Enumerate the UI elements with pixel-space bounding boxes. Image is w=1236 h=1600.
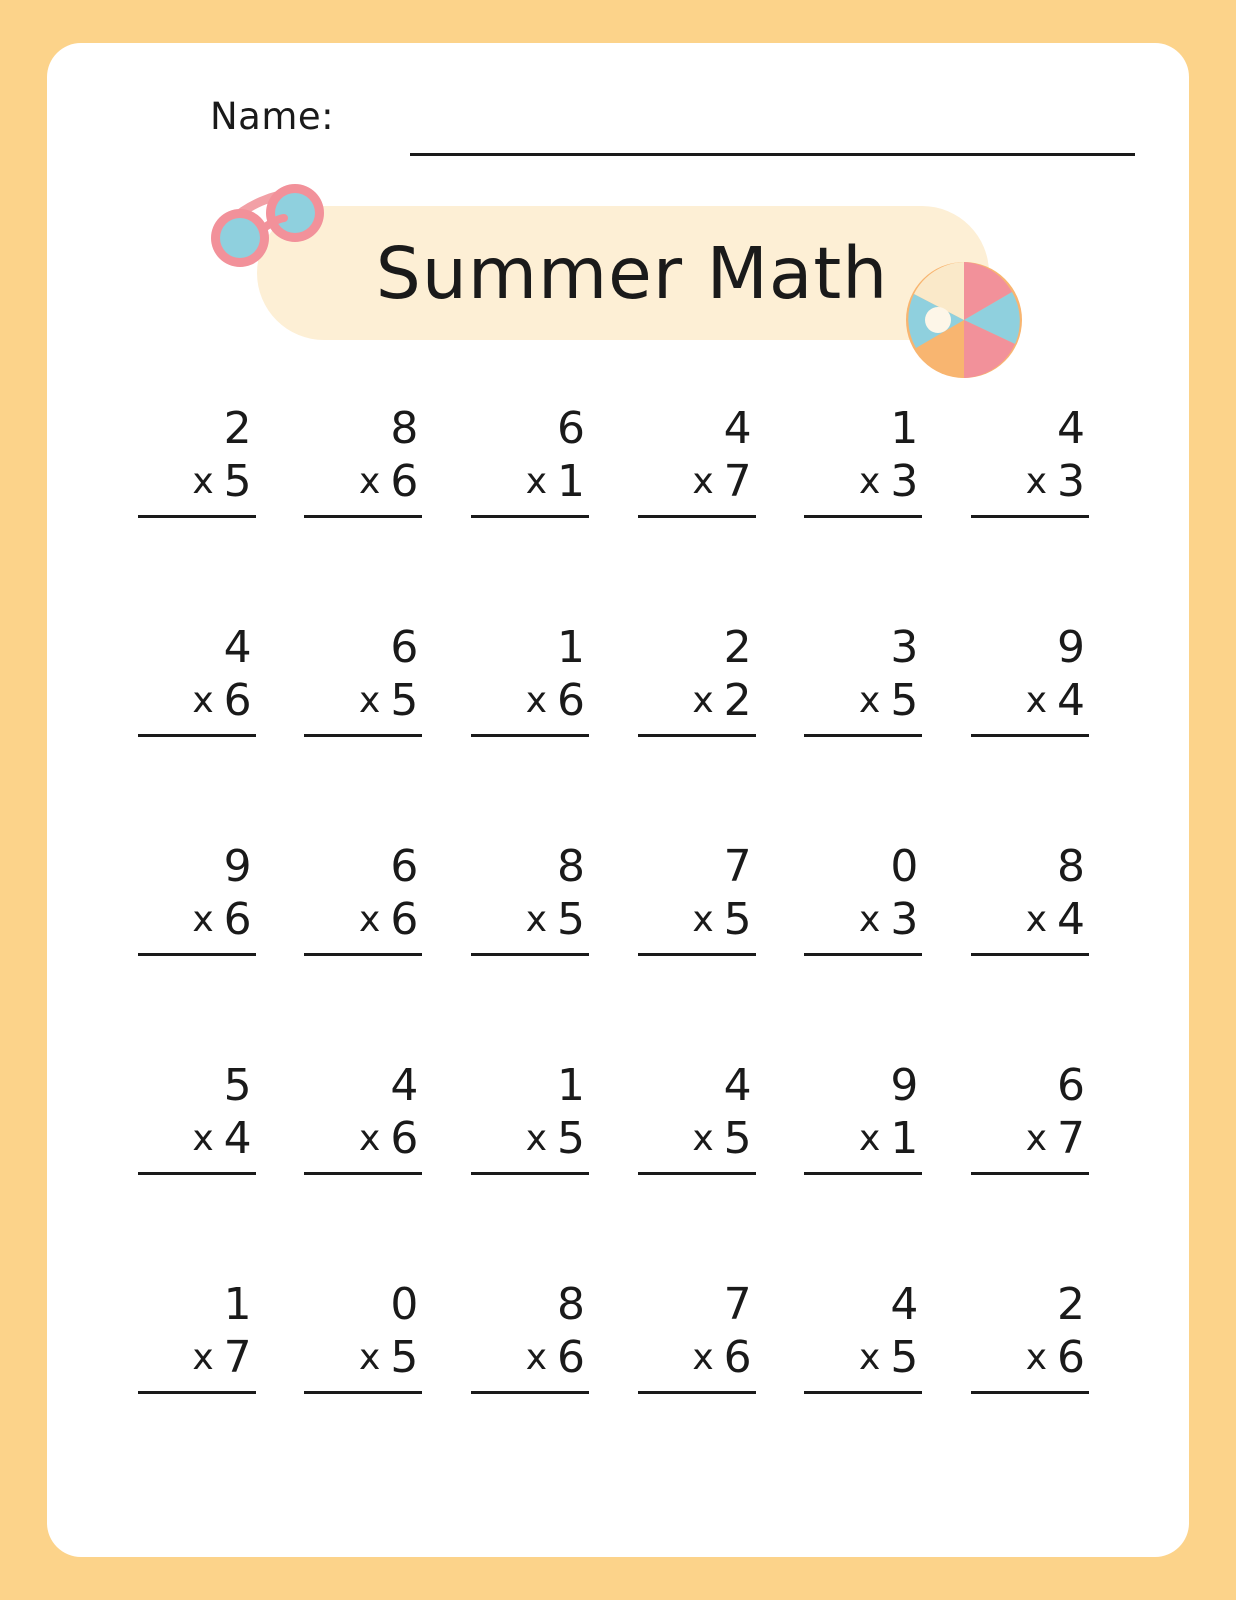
problem-bottom-number: 7	[723, 456, 752, 507]
problem-top-number: 2	[223, 403, 252, 454]
problem-bottom-number: 3	[890, 894, 919, 945]
problem-bottom-number: 6	[557, 675, 585, 726]
problem-bottom-row	[971, 455, 1089, 509]
answer-rule	[804, 1391, 922, 1394]
answer-rule	[971, 953, 1089, 956]
answer-rule	[304, 734, 422, 737]
operator-symbol: x	[692, 1337, 714, 1378]
beach-ball-icon	[902, 258, 1027, 383]
problem-bottom-number: 5	[223, 456, 252, 507]
operator-symbol: x	[859, 899, 881, 940]
problem-bottom-row	[971, 893, 1089, 947]
answer-rule	[471, 1172, 589, 1175]
problem	[471, 403, 589, 518]
problem-bottom-row	[971, 1112, 1089, 1166]
operator-symbol: x	[1025, 899, 1047, 940]
answer-rule	[138, 734, 256, 737]
answer-rule	[138, 1172, 256, 1175]
operator-symbol: x	[1025, 1118, 1047, 1159]
problem-bottom-row	[804, 1112, 922, 1166]
problem	[304, 1060, 422, 1175]
problem-top-number: 6	[557, 403, 585, 454]
problem-cell	[119, 1249, 286, 1468]
answer-rule	[971, 1172, 1089, 1175]
problem-bottom-row	[471, 1331, 589, 1385]
problem-bottom-row	[138, 1112, 256, 1166]
problem-cell	[452, 592, 619, 811]
operator-symbol: x	[359, 1118, 381, 1159]
problem-cell	[952, 1249, 1119, 1468]
operator-symbol: x	[525, 1118, 547, 1159]
problem	[638, 622, 756, 737]
problem-cell	[286, 1030, 453, 1249]
problem	[804, 403, 922, 518]
operator-symbol: x	[692, 1118, 714, 1159]
problem-bottom-number: 3	[890, 456, 919, 507]
problem	[138, 1279, 256, 1394]
problem-bottom-row	[804, 455, 922, 509]
problem-bottom-row	[138, 893, 256, 947]
operator-symbol: x	[192, 680, 214, 721]
answer-rule	[804, 1172, 922, 1175]
problem-top-number: 6	[390, 622, 419, 673]
problem-cell	[286, 1249, 453, 1468]
problem-bottom-row	[304, 674, 422, 728]
problem-top-number: 6	[1057, 1060, 1085, 1111]
problem-cell	[619, 373, 786, 592]
page-title: Summer Math	[375, 231, 889, 315]
problem-bottom-row	[304, 1112, 422, 1166]
problem-top-number: 5	[223, 1060, 252, 1111]
problem	[304, 622, 422, 737]
problem-cell	[452, 811, 619, 1030]
operator-symbol: x	[1025, 680, 1047, 721]
problem-bottom-number: 6	[390, 894, 419, 945]
problem-bottom-number: 6	[557, 1332, 585, 1383]
answer-rule	[638, 734, 756, 737]
problem-top-number: 1	[223, 1279, 252, 1330]
answer-rule	[971, 515, 1089, 518]
problem-cell	[952, 592, 1119, 811]
problem-cell	[952, 373, 1119, 592]
answer-rule	[304, 1172, 422, 1175]
problem-bottom-number: 3	[1057, 456, 1085, 507]
problem	[471, 622, 589, 737]
problem	[971, 403, 1089, 518]
problem-bottom-number: 2	[723, 675, 752, 726]
operator-symbol: x	[359, 1337, 381, 1378]
problem-top-number: 0	[390, 1279, 419, 1330]
title-banner	[257, 206, 989, 340]
problem	[304, 841, 422, 956]
answer-rule	[471, 515, 589, 518]
problem-cell	[119, 373, 286, 592]
problem-bottom-row	[471, 1112, 589, 1166]
operator-symbol: x	[859, 680, 881, 721]
problem-top-number: 3	[890, 622, 919, 673]
problem-cell	[286, 811, 453, 1030]
problem-top-number: 9	[890, 1060, 919, 1111]
problem-bottom-row	[971, 1331, 1089, 1385]
sunglasses-icon	[202, 178, 332, 288]
operator-symbol: x	[192, 1118, 214, 1159]
problem-top-number: 4	[390, 1060, 419, 1111]
operator-symbol: x	[359, 899, 381, 940]
problem	[138, 1060, 256, 1175]
problem-top-number: 2	[723, 622, 752, 673]
problem-bottom-row	[138, 674, 256, 728]
problem-cell	[786, 592, 953, 811]
problem-bottom-row	[471, 674, 589, 728]
problem-top-number: 1	[557, 622, 585, 673]
problem-bottom-number: 6	[723, 1332, 752, 1383]
operator-symbol: x	[525, 899, 547, 940]
problem-cell	[952, 1030, 1119, 1249]
operator-symbol: x	[192, 899, 214, 940]
problem-bottom-row	[638, 455, 756, 509]
problem-bottom-row	[804, 893, 922, 947]
operator-symbol: x	[859, 461, 881, 502]
problem	[304, 403, 422, 518]
problem	[638, 1060, 756, 1175]
answer-rule	[471, 734, 589, 737]
problem-cell	[119, 811, 286, 1030]
problem-bottom-row	[138, 455, 256, 509]
problem-cell	[119, 1030, 286, 1249]
answer-rule	[804, 734, 922, 737]
answer-rule	[471, 1391, 589, 1394]
problem	[138, 841, 256, 956]
problem-bottom-number: 5	[557, 894, 585, 945]
problem-bottom-row	[638, 1331, 756, 1385]
operator-symbol: x	[692, 461, 714, 502]
problem-bottom-number: 5	[390, 1332, 419, 1383]
problem-top-number: 4	[723, 1060, 752, 1111]
answer-rule	[804, 515, 922, 518]
problem-cell	[786, 811, 953, 1030]
answer-rule	[138, 515, 256, 518]
problem-bottom-number: 5	[890, 675, 919, 726]
problem-bottom-number: 5	[723, 894, 752, 945]
problem-top-number: 9	[1057, 622, 1085, 673]
problem-top-number: 4	[1057, 403, 1085, 454]
problem-cell	[619, 592, 786, 811]
problem-top-number: 9	[223, 841, 252, 892]
problem-bottom-row	[804, 1331, 922, 1385]
problem-bottom-number: 6	[1057, 1332, 1085, 1383]
operator-symbol: x	[192, 461, 214, 502]
answer-rule	[471, 953, 589, 956]
problem	[471, 1279, 589, 1394]
problem-bottom-number: 6	[390, 456, 419, 507]
problem-bottom-number: 1	[890, 1113, 919, 1164]
problem-grid	[119, 373, 1119, 1468]
answer-rule	[638, 1391, 756, 1394]
problem-cell	[286, 373, 453, 592]
problem-cell	[786, 1030, 953, 1249]
name-write-line[interactable]	[410, 153, 1135, 156]
problem-bottom-row	[471, 455, 589, 509]
problem-bottom-number: 5	[723, 1113, 752, 1164]
problem-top-number: 1	[890, 403, 919, 454]
problem-top-number: 1	[557, 1060, 585, 1111]
problem-bottom-number: 4	[1057, 675, 1085, 726]
problem-bottom-number: 4	[223, 1113, 252, 1164]
problem-bottom-number: 7	[223, 1332, 252, 1383]
problem-bottom-number: 6	[390, 1113, 419, 1164]
problem-top-number: 4	[723, 403, 752, 454]
problem	[804, 1060, 922, 1175]
answer-rule	[638, 515, 756, 518]
problem-bottom-row	[638, 674, 756, 728]
problem-bottom-row	[638, 893, 756, 947]
problem-bottom-row	[138, 1331, 256, 1385]
problem-cell	[619, 1030, 786, 1249]
problem-cell	[619, 1249, 786, 1468]
problem-bottom-number: 6	[223, 894, 252, 945]
operator-symbol: x	[692, 680, 714, 721]
problem	[638, 1279, 756, 1394]
problem-top-number: 4	[223, 622, 252, 673]
problem-bottom-number: 5	[390, 675, 419, 726]
problem-cell	[286, 592, 453, 811]
problem	[971, 1279, 1089, 1394]
problem-bottom-number: 4	[1057, 894, 1085, 945]
name-field-row	[165, 95, 1115, 165]
answer-rule	[638, 953, 756, 956]
problem	[971, 841, 1089, 956]
problem-cell	[452, 1249, 619, 1468]
problem-bottom-number: 7	[1057, 1113, 1085, 1164]
problem-bottom-row	[804, 674, 922, 728]
problem	[471, 1060, 589, 1175]
problem-cell	[452, 373, 619, 592]
problem-cell	[619, 811, 786, 1030]
answer-rule	[638, 1172, 756, 1175]
problem-bottom-row	[304, 893, 422, 947]
problem	[804, 841, 922, 956]
operator-symbol: x	[359, 461, 381, 502]
worksheet-sheet	[47, 43, 1189, 1557]
problem	[638, 841, 756, 956]
problem	[971, 622, 1089, 737]
problem-bottom-number: 5	[890, 1332, 919, 1383]
operator-symbol: x	[525, 1337, 547, 1378]
problem-top-number: 8	[557, 841, 585, 892]
answer-rule	[138, 1391, 256, 1394]
answer-rule	[304, 953, 422, 956]
operator-symbol: x	[525, 461, 547, 502]
problem	[971, 1060, 1089, 1175]
answer-rule	[138, 953, 256, 956]
problem-bottom-row	[638, 1112, 756, 1166]
operator-symbol: x	[525, 680, 547, 721]
problem-bottom-row	[304, 1331, 422, 1385]
answer-rule	[971, 734, 1089, 737]
problem-top-number: 8	[390, 403, 419, 454]
problem-cell	[786, 373, 953, 592]
problem-bottom-number: 5	[557, 1113, 585, 1164]
problem-cell	[786, 1249, 953, 1468]
problem	[638, 403, 756, 518]
problem-top-number: 4	[890, 1279, 919, 1330]
answer-rule	[304, 1391, 422, 1394]
problem	[471, 841, 589, 956]
problem-top-number: 6	[390, 841, 419, 892]
operator-symbol: x	[1025, 461, 1047, 502]
problem-top-number: 8	[1057, 841, 1085, 892]
problem-top-number: 0	[890, 841, 919, 892]
answer-rule	[971, 1391, 1089, 1394]
problem-top-number: 7	[723, 1279, 752, 1330]
operator-symbol: x	[1025, 1337, 1047, 1378]
operator-symbol: x	[359, 680, 381, 721]
problem-bottom-number: 6	[223, 675, 252, 726]
problem-cell	[452, 1030, 619, 1249]
problem	[138, 403, 256, 518]
operator-symbol: x	[192, 1337, 214, 1378]
problem	[804, 1279, 922, 1394]
problem	[804, 622, 922, 737]
problem-bottom-number: 1	[557, 456, 585, 507]
problem-bottom-row	[971, 674, 1089, 728]
operator-symbol: x	[692, 899, 714, 940]
problem-top-number: 8	[557, 1279, 585, 1330]
answer-rule	[304, 515, 422, 518]
problem-top-number: 7	[723, 841, 752, 892]
problem	[304, 1279, 422, 1394]
answer-rule	[804, 953, 922, 956]
name-label: Name:	[210, 95, 335, 138]
problem-bottom-row	[471, 893, 589, 947]
problem-bottom-row	[304, 455, 422, 509]
operator-symbol: x	[859, 1118, 881, 1159]
operator-symbol: x	[859, 1337, 881, 1378]
problem-top-number: 2	[1057, 1279, 1085, 1330]
problem-cell	[119, 592, 286, 811]
problem-cell	[952, 811, 1119, 1030]
problem	[138, 622, 256, 737]
